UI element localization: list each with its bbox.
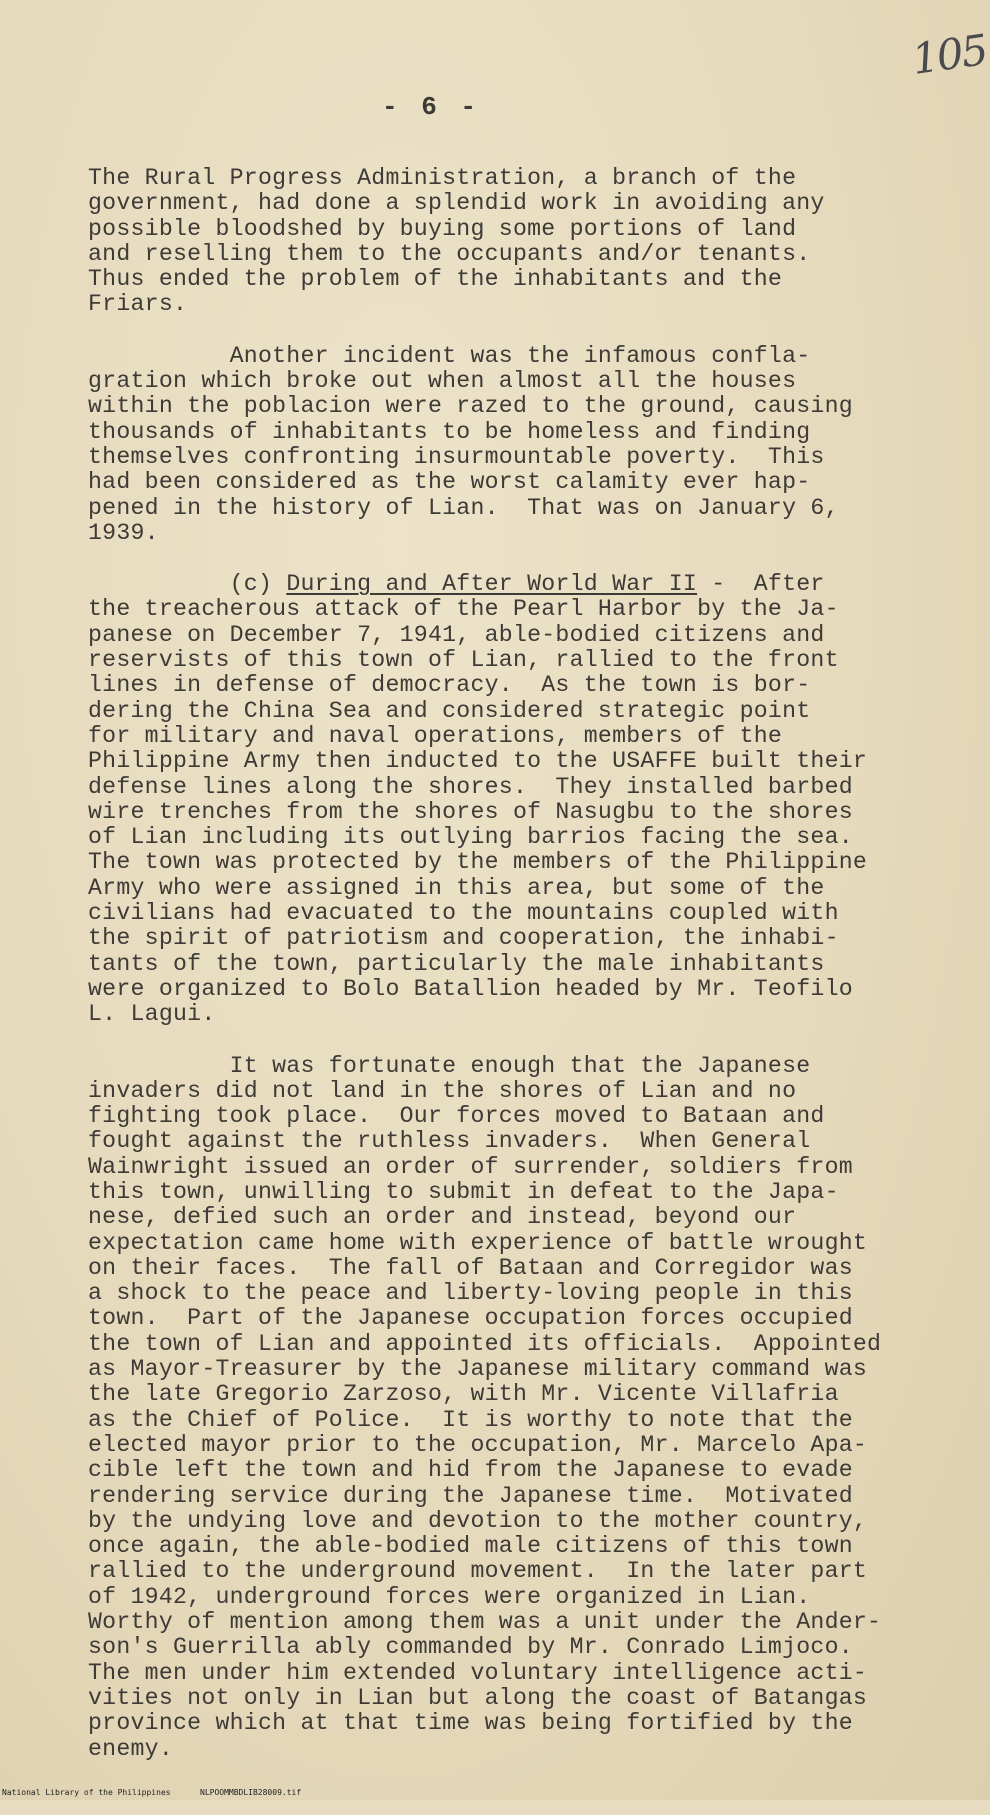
paragraph bbox=[88, 344, 968, 546]
text-line: Worthy of mention among them was a unit under the Ander- bbox=[88, 1609, 882, 1636]
text-line: son's Guerrilla ably commanded by Mr. Conrado Limjoco. bbox=[88, 1634, 853, 1661]
text-line: thousands of inhabitants to be homeless and finding bbox=[88, 418, 811, 445]
text-line: of Lian including its outlying barrios facing the sea. bbox=[88, 824, 853, 851]
text-line: Wainwright issued an order of surrender, soldiers from bbox=[88, 1153, 853, 1180]
text-line: invaders did not land in the shores of Lian and no bbox=[88, 1077, 797, 1104]
text-line: of 1942, underground forces were organized in Lian. bbox=[88, 1583, 811, 1610]
paragraph bbox=[88, 1054, 968, 1762]
text-line: fighting took place. Our forces moved to Bataan and bbox=[88, 1103, 825, 1130]
text-line: tants of the town, particularly the male inhabitants bbox=[88, 950, 825, 977]
paragraph-gap bbox=[88, 318, 968, 344]
text-line: this town, unwilling to submit in defeat to the Japa- bbox=[88, 1178, 839, 1205]
text-line: themselves confronting insurmountable poverty. This bbox=[88, 443, 825, 470]
text-line: The men under him extended voluntary intelligence acti- bbox=[88, 1659, 868, 1686]
section-heading-suffix: - After bbox=[697, 571, 825, 598]
page-number: - 6 - bbox=[382, 92, 481, 122]
text-line: defense lines along the shores. They installed barbed bbox=[88, 773, 853, 800]
text-line: gration which broke out when almost all the houses bbox=[88, 368, 797, 395]
text-line: on their faces. The fall of Bataan and Corregidor was bbox=[88, 1254, 853, 1281]
text-line: enemy. bbox=[88, 1735, 173, 1762]
text-line: dering the China Sea and considered strategic point bbox=[88, 697, 811, 724]
text-line: reservists of this town of Lian, rallied to the front bbox=[88, 647, 839, 674]
text-line: had been considered as the worst calamity ever hap- bbox=[88, 469, 811, 496]
text-line: expectation came home with experience of battle wrought bbox=[88, 1229, 868, 1256]
text-line: the spirit of patriotism and cooperation, the inhabi- bbox=[88, 925, 839, 952]
text-line: a shock to the peace and liberty-loving people in this bbox=[88, 1280, 853, 1307]
paragraph-gap bbox=[88, 1028, 968, 1054]
text-line: The town was protected by the members of the Philippine bbox=[88, 849, 868, 876]
text-line: government, had done a splendid work in avoiding any bbox=[88, 190, 825, 217]
text-line: province which at that time was being fortified by the bbox=[88, 1710, 853, 1737]
paragraph-gap bbox=[88, 546, 968, 572]
text-line: 1939. bbox=[88, 519, 159, 546]
paragraph bbox=[88, 166, 968, 318]
footer-library: National Library of the Philippines bbox=[2, 1788, 171, 1797]
text-line: L. Lagui. bbox=[88, 1001, 216, 1028]
text-line: once again, the able-bodied male citizens of this town bbox=[88, 1533, 853, 1560]
text-line: Thus ended the problem of the inhabitants and the bbox=[88, 266, 783, 293]
text-line: wire trenches from the shores of Nasugbu to the shores bbox=[88, 798, 853, 825]
text-line: panese on December 7, 1941, able-bodied citizens and bbox=[88, 621, 825, 648]
text-line: as Mayor-Treasurer by the Japanese military command was bbox=[88, 1356, 868, 1383]
scan-footer bbox=[0, 1788, 990, 1815]
handwritten-folio-number: 105 bbox=[908, 25, 990, 84]
text-line: rendering service during the Japanese time. Motivated bbox=[88, 1482, 853, 1509]
text-line: and reselling them to the occupants and/or tenants. bbox=[88, 240, 811, 267]
text-line: the late Gregorio Zarzoso, with Mr. Vicente Villafria bbox=[88, 1381, 839, 1408]
text-line: civilians had evacuated to the mountains coupled with bbox=[88, 900, 839, 927]
text-line: elected mayor prior to the occupation, Mr. Marcelo Apa- bbox=[88, 1431, 868, 1458]
text-line: It was fortunate enough that the Japanese bbox=[88, 1052, 811, 1079]
section-label: (c) bbox=[88, 571, 287, 598]
text-line: vities not only in Lian but along the coast of Batangas bbox=[88, 1684, 868, 1711]
text-line: nese, defied such an order and instead, beyond our bbox=[88, 1204, 797, 1231]
text-line: for military and naval operations, members of the bbox=[88, 722, 783, 749]
text-line: town. Part of the Japanese occupation forces occupied bbox=[88, 1305, 853, 1332]
text-line: the town of Lian and appointed its officials. Appointed bbox=[88, 1330, 882, 1357]
text-line: as the Chief of Police. It is worthy to note that the bbox=[88, 1406, 853, 1433]
text-line: cible left the town and hid from the Japanese to evade bbox=[88, 1457, 853, 1484]
text-line: within the poblacion were razed to the ground, causing bbox=[88, 393, 853, 420]
document-body bbox=[88, 166, 968, 1762]
text-line: pened in the history of Lian. That was on January 6, bbox=[88, 494, 839, 521]
text-line: Philippine Army then inducted to the USAFFE built their bbox=[88, 748, 868, 775]
text-line: the treacherous attack of the Pearl Harbor by the Ja- bbox=[88, 596, 839, 623]
text-line: by the undying love and devotion to the mother country, bbox=[88, 1507, 868, 1534]
text-line: were organized to Bolo Batallion headed by Mr. Teofilo bbox=[88, 975, 853, 1002]
text-line: Friars. bbox=[88, 291, 188, 318]
text-line: The Rural Progress Administration, a branch of the bbox=[88, 165, 797, 191]
section-heading-underlined: During and After World War II bbox=[286, 571, 698, 598]
text-line: Army who were assigned in this area, but some of the bbox=[88, 874, 825, 901]
text-line: lines in defense of democracy. As the town is bor- bbox=[88, 672, 811, 699]
text-line: fought against the ruthless invaders. When General bbox=[88, 1128, 811, 1155]
text-line: possible bloodshed by buying some portions of land bbox=[88, 215, 797, 242]
footer-filename: NLPOOMMBDLIB28009.tif bbox=[200, 1788, 302, 1797]
text-line: rallied to the underground movement. In the later part bbox=[88, 1558, 868, 1585]
section-heading-line bbox=[88, 572, 968, 597]
text-line: Another incident was the infamous confla- bbox=[88, 342, 811, 369]
paragraph bbox=[88, 572, 968, 1027]
